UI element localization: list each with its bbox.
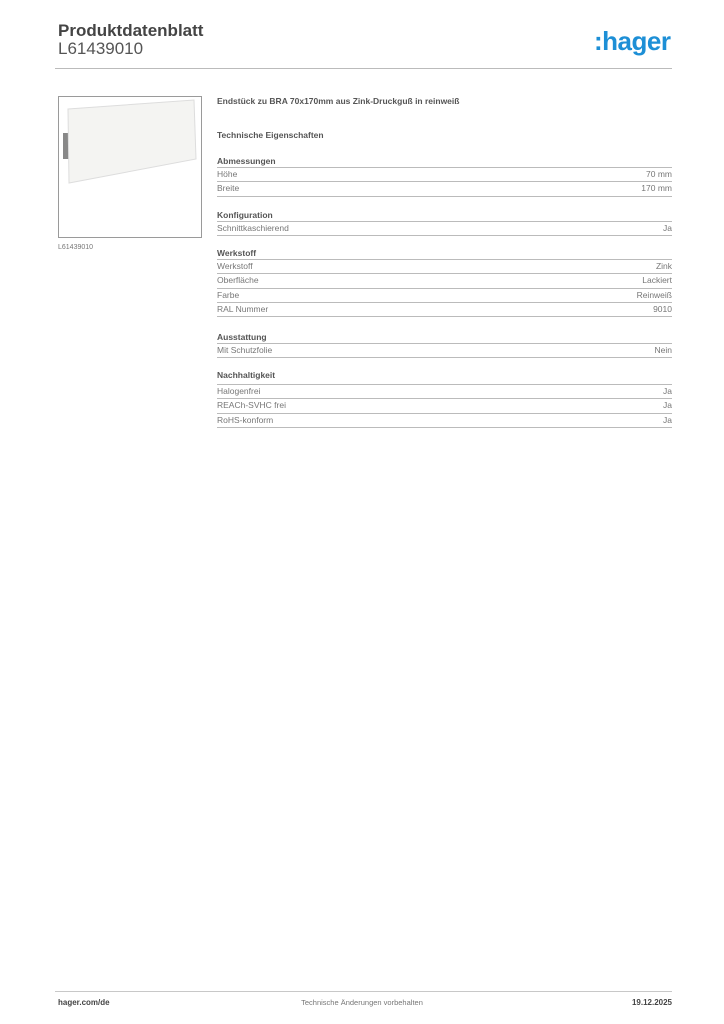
row-label: RAL Nummer [217, 303, 269, 314]
footer-divider [55, 991, 672, 992]
section-heading: Technische Eigenschaften [217, 130, 324, 140]
row-value: Ja [663, 414, 672, 425]
row-value: 70 mm [646, 169, 672, 179]
group-title: Ausstattung [217, 332, 672, 344]
row-value: Zink [655, 261, 672, 271]
image-caption: L61439010 [58, 244, 94, 251]
row-value: Reinweiß [636, 289, 672, 300]
row-label: REACh-SVHC frei [217, 400, 286, 411]
group-nachhaltigkeit [217, 370, 672, 428]
table-row [217, 385, 672, 399]
row-value: Ja [663, 400, 672, 411]
row-value: Ja [663, 386, 672, 396]
group-konfiguration [217, 210, 672, 236]
row-value: Nein [654, 345, 672, 355]
table-row [217, 260, 672, 274]
row-label: Halogenfrei [217, 386, 261, 396]
table-row [217, 414, 672, 428]
row-value: Lackiert [642, 275, 672, 286]
table-row [217, 303, 672, 317]
row-value: Ja [663, 223, 672, 233]
header-divider [55, 68, 672, 69]
row-label: Werkstoff [217, 261, 253, 271]
row-value: 9010 [653, 303, 672, 314]
table-row [217, 289, 672, 303]
table-row [217, 274, 672, 288]
row-label: RoHS-konform [217, 414, 274, 425]
group-title: Nachhaltigkeit [217, 370, 672, 385]
group-abmessungen [217, 156, 672, 197]
table-row [217, 344, 672, 358]
row-label: Mit Schutzfolie [217, 345, 273, 355]
table-row [217, 168, 672, 182]
group-title: Konfiguration [217, 210, 672, 222]
row-value: 170 mm [641, 183, 672, 194]
table-row [217, 222, 672, 236]
product-code: L61439010 [58, 39, 144, 58]
row-label: Breite [217, 183, 240, 194]
row-label: Farbe [217, 289, 240, 300]
table-row [217, 182, 672, 196]
footer-note: Technische Änderungen vorbehalten [301, 998, 423, 1007]
group-werkstoff [217, 248, 672, 317]
product-description: Endstück zu BRA 70x170mm aus Zink-Druckguß in reinweiß [217, 96, 460, 106]
row-label: Oberfläche [217, 275, 259, 286]
page-title: Produktdatenblatt [58, 21, 204, 40]
table-row [217, 399, 672, 413]
hager-logo: :hager [594, 26, 671, 56]
row-label: Höhe [217, 169, 238, 179]
row-label: Schnittkaschierend [217, 223, 289, 233]
footer-link[interactable]: hager.com/de [58, 998, 110, 1007]
group-ausstattung [217, 332, 672, 358]
group-title: Werkstoff [217, 248, 672, 260]
product-image [58, 96, 202, 238]
group-title: Abmessungen [217, 156, 672, 168]
footer-date: 19.12.2025 [631, 998, 672, 1007]
